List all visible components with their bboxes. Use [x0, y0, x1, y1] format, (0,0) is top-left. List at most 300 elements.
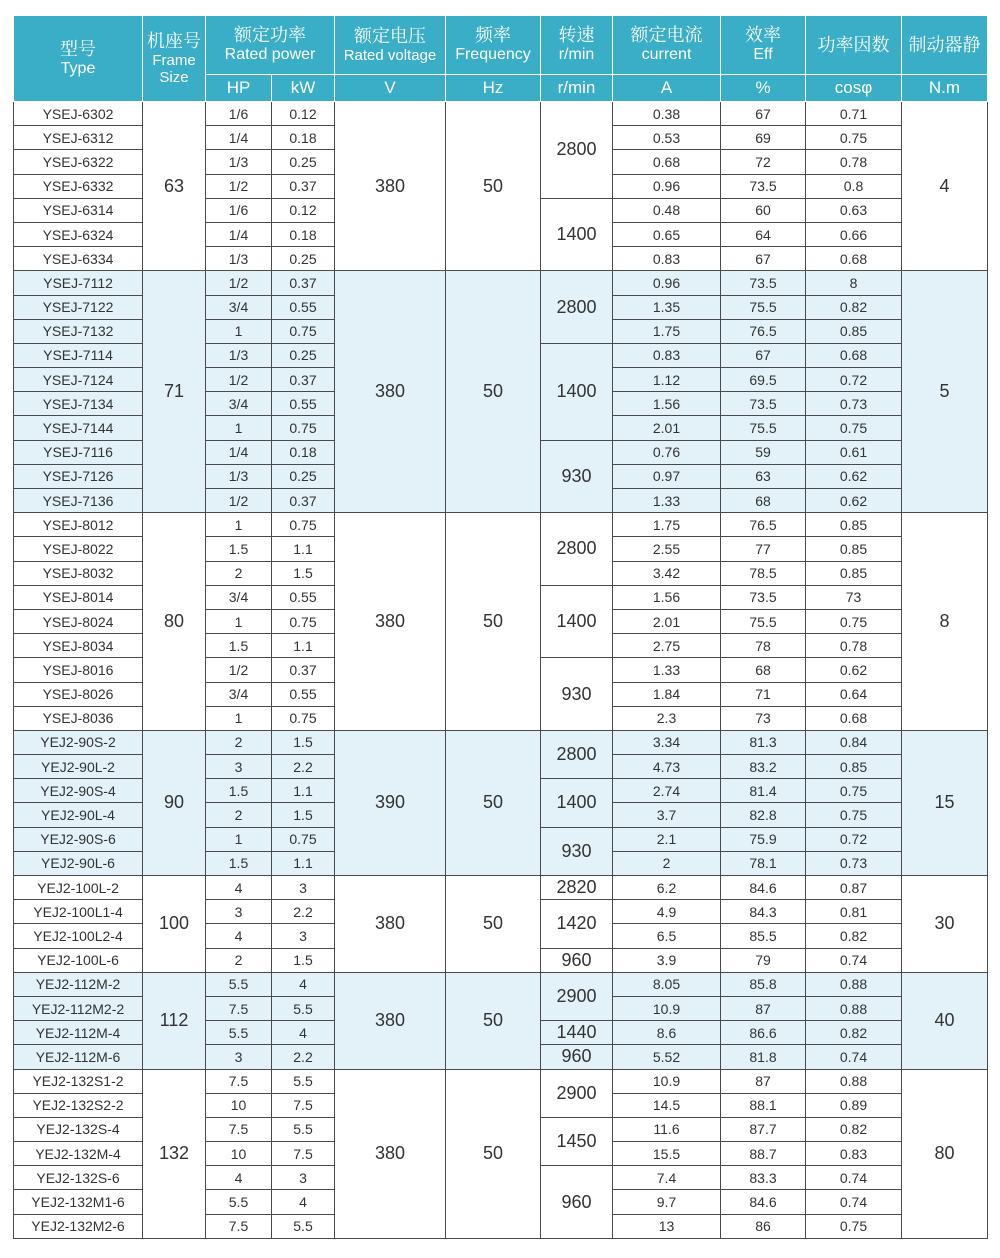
efficiency-cell: 84.6	[721, 876, 806, 900]
model-cell: YSEJ-8034	[14, 634, 143, 658]
current-cell: 1.33	[613, 658, 721, 682]
model-cell: YEJ2-90L-4	[14, 803, 143, 827]
efficiency-cell: 63	[721, 464, 806, 488]
power-factor-cell: 0.88	[806, 1069, 902, 1093]
power-factor-cell: 0.84	[806, 730, 902, 754]
current-cell: 0.53	[613, 126, 721, 150]
model-cell: YEJ2-100L2-4	[14, 924, 143, 948]
efficiency-cell: 73.5	[721, 585, 806, 609]
model-cell: YSEJ-6314	[14, 198, 143, 222]
model-cell: YSEJ-8026	[14, 682, 143, 706]
hp-cell: 1/2	[206, 174, 272, 198]
efficiency-cell: 75.5	[721, 416, 806, 440]
efficiency-cell: 64	[721, 222, 806, 246]
unit-percent: %	[721, 75, 806, 102]
hp-cell: 3	[206, 1045, 272, 1069]
power-factor-cell: 0.81	[806, 900, 902, 924]
efficiency-cell: 73.5	[721, 174, 806, 198]
efficiency-cell: 83.2	[721, 755, 806, 779]
header-frequency: 频率 Frequency	[446, 16, 541, 75]
model-cell: YSEJ-6302	[14, 102, 143, 126]
power-factor-cell: 0.87	[806, 876, 902, 900]
current-cell: 2	[613, 851, 721, 875]
kw-cell: 3	[272, 1166, 335, 1190]
model-cell: YEJ2-90L-6	[14, 851, 143, 875]
efficiency-cell: 59	[721, 440, 806, 464]
current-cell: 0.65	[613, 222, 721, 246]
model-cell: YSEJ-7134	[14, 392, 143, 416]
power-factor-cell: 0.62	[806, 489, 902, 513]
voltage-cell: 390	[335, 730, 446, 875]
power-factor-cell: 0.72	[806, 827, 902, 851]
efficiency-cell: 67	[721, 247, 806, 271]
current-cell: 1.33	[613, 489, 721, 513]
efficiency-cell: 73.5	[721, 392, 806, 416]
power-factor-cell: 0.64	[806, 682, 902, 706]
kw-cell: 0.75	[272, 513, 335, 537]
hp-cell: 2	[206, 803, 272, 827]
hp-cell: 1	[206, 416, 272, 440]
model-cell: YSEJ-8032	[14, 561, 143, 585]
current-cell: 0.97	[613, 464, 721, 488]
current-cell: 15.5	[613, 1142, 721, 1166]
brake-torque-cell: 8	[902, 513, 988, 731]
hp-cell: 1/2	[206, 271, 272, 295]
brake-torque-cell: 80	[902, 1069, 988, 1238]
voltage-cell: 380	[335, 271, 446, 513]
kw-cell: 0.18	[272, 126, 335, 150]
current-cell: 2.01	[613, 416, 721, 440]
model-cell: YSEJ-8014	[14, 585, 143, 609]
kw-cell: 1.5	[272, 948, 335, 972]
current-cell: 2.3	[613, 706, 721, 730]
current-cell: 10.9	[613, 1069, 721, 1093]
efficiency-cell: 78.5	[721, 561, 806, 585]
hp-cell: 1/3	[206, 464, 272, 488]
current-cell: 1.75	[613, 319, 721, 343]
kw-cell: 2.2	[272, 755, 335, 779]
hp-cell: 7.5	[206, 1214, 272, 1238]
kw-cell: 2.2	[272, 1045, 335, 1069]
model-cell: YSEJ-8036	[14, 706, 143, 730]
hp-cell: 1	[206, 609, 272, 633]
current-cell: 2.1	[613, 827, 721, 851]
current-cell: 3.34	[613, 730, 721, 754]
power-factor-cell: 0.68	[806, 343, 902, 367]
current-cell: 13	[613, 1214, 721, 1238]
model-cell: YEJ2-132S-4	[14, 1117, 143, 1141]
efficiency-cell: 75.5	[721, 295, 806, 319]
efficiency-cell: 73	[721, 706, 806, 730]
current-cell: 9.7	[613, 1190, 721, 1214]
efficiency-cell: 83.3	[721, 1166, 806, 1190]
hp-cell: 1.5	[206, 851, 272, 875]
frame-size-cell: 71	[143, 271, 206, 513]
current-cell: 6.2	[613, 876, 721, 900]
hp-cell: 1.5	[206, 634, 272, 658]
power-factor-cell: 0.75	[806, 803, 902, 827]
power-factor-cell: 0.82	[806, 924, 902, 948]
frequency-cell: 50	[446, 102, 541, 271]
current-cell: 0.68	[613, 150, 721, 174]
hp-cell: 2	[206, 561, 272, 585]
current-cell: 2.01	[613, 609, 721, 633]
kw-cell: 0.75	[272, 609, 335, 633]
unit-voltage: V	[335, 75, 446, 102]
hp-cell: 1	[206, 319, 272, 343]
efficiency-cell: 86.6	[721, 1021, 806, 1045]
model-cell: YSEJ-7112	[14, 271, 143, 295]
power-factor-cell: 73	[806, 585, 902, 609]
power-factor-cell: 0.82	[806, 1021, 902, 1045]
header-efficiency: 效率 Eff	[721, 16, 806, 75]
power-factor-cell: 0.75	[806, 126, 902, 150]
kw-cell: 0.25	[272, 247, 335, 271]
kw-cell: 1.5	[272, 803, 335, 827]
model-cell: YSEJ-6332	[14, 174, 143, 198]
model-cell: YSEJ-8022	[14, 537, 143, 561]
current-cell: 8.05	[613, 972, 721, 996]
model-cell: YEJ2-90S-4	[14, 779, 143, 803]
power-factor-cell: 0.85	[806, 561, 902, 585]
current-cell: 6.5	[613, 924, 721, 948]
hp-cell: 3/4	[206, 392, 272, 416]
kw-cell: 5.5	[272, 1214, 335, 1238]
efficiency-cell: 68	[721, 489, 806, 513]
speed-cell: 1450	[541, 1117, 613, 1165]
efficiency-cell: 69	[721, 126, 806, 150]
model-cell: YEJ2-132M-4	[14, 1142, 143, 1166]
efficiency-cell: 76.5	[721, 319, 806, 343]
efficiency-cell: 78.1	[721, 851, 806, 875]
unit-rpm: r/min	[541, 75, 613, 102]
kw-cell: 1.1	[272, 851, 335, 875]
header-current: 额定电流 current	[613, 16, 721, 75]
frequency-cell: 50	[446, 972, 541, 1069]
kw-cell: 0.18	[272, 222, 335, 246]
model-cell: YEJ2-100L-2	[14, 876, 143, 900]
table-row	[14, 1069, 988, 1093]
efficiency-cell: 73.5	[721, 271, 806, 295]
power-factor-cell: 0.78	[806, 150, 902, 174]
unit-cos-phi: cosφ	[806, 75, 902, 102]
hp-cell: 1/3	[206, 343, 272, 367]
brake-torque-cell: 30	[902, 876, 988, 973]
speed-cell: 1400	[541, 779, 613, 827]
header-power-factor: 功率因数	[806, 16, 902, 75]
header-rated-voltage: 额定电压 Rated voltage	[335, 16, 446, 75]
current-cell: 1.84	[613, 682, 721, 706]
power-factor-cell: 0.62	[806, 464, 902, 488]
kw-cell: 0.37	[272, 368, 335, 392]
hp-cell: 3	[206, 755, 272, 779]
hp-cell: 3/4	[206, 682, 272, 706]
kw-cell: 3	[272, 876, 335, 900]
frame-size-cell: 80	[143, 513, 206, 731]
kw-cell: 1.1	[272, 779, 335, 803]
power-factor-cell: 0.71	[806, 102, 902, 126]
unit-newton-meter: N.m	[902, 75, 988, 102]
efficiency-cell: 85.5	[721, 924, 806, 948]
current-cell: 0.76	[613, 440, 721, 464]
hp-cell: 5.5	[206, 1190, 272, 1214]
speed-cell: 2820	[541, 876, 613, 900]
kw-cell: 0.18	[272, 440, 335, 464]
efficiency-cell: 67	[721, 102, 806, 126]
speed-cell: 1400	[541, 343, 613, 440]
efficiency-cell: 77	[721, 537, 806, 561]
kw-cell: 1.5	[272, 730, 335, 754]
model-cell: YSEJ-6334	[14, 247, 143, 271]
current-cell: 0.83	[613, 247, 721, 271]
model-cell: YEJ2-132S-6	[14, 1166, 143, 1190]
kw-cell: 0.55	[272, 295, 335, 319]
current-cell: 1.12	[613, 368, 721, 392]
kw-cell: 0.37	[272, 658, 335, 682]
model-cell: YSEJ-8012	[14, 513, 143, 537]
model-cell: YSEJ-7116	[14, 440, 143, 464]
power-factor-cell: 0.85	[806, 755, 902, 779]
power-factor-cell: 0.75	[806, 609, 902, 633]
power-factor-cell: 0.85	[806, 319, 902, 343]
speed-cell: 960	[541, 1045, 613, 1069]
power-factor-cell: 0.75	[806, 1214, 902, 1238]
model-cell: YEJ2-90S-2	[14, 730, 143, 754]
model-cell: YSEJ-6312	[14, 126, 143, 150]
kw-cell: 5.5	[272, 1117, 335, 1141]
current-cell: 3.9	[613, 948, 721, 972]
voltage-cell: 380	[335, 1069, 446, 1238]
model-cell: YEJ2-132S1-2	[14, 1069, 143, 1093]
table-body	[14, 102, 988, 1239]
frequency-cell: 50	[446, 876, 541, 973]
power-factor-cell: 0.83	[806, 1142, 902, 1166]
header-frame: 机座号 Frame Size	[143, 16, 206, 102]
model-cell: YSEJ-7126	[14, 464, 143, 488]
efficiency-cell: 75.9	[721, 827, 806, 851]
power-factor-cell: 0.74	[806, 948, 902, 972]
kw-cell: 0.55	[272, 392, 335, 416]
hp-cell: 1/4	[206, 440, 272, 464]
efficiency-cell: 81.8	[721, 1045, 806, 1069]
hp-cell: 3/4	[206, 585, 272, 609]
power-factor-cell: 0.68	[806, 706, 902, 730]
current-cell: 8.6	[613, 1021, 721, 1045]
model-cell: YEJ2-132S2-2	[14, 1093, 143, 1117]
kw-cell: 1.1	[272, 537, 335, 561]
model-cell: YSEJ-7136	[14, 489, 143, 513]
efficiency-cell: 87	[721, 1069, 806, 1093]
hp-cell: 4	[206, 924, 272, 948]
kw-cell: 3	[272, 924, 335, 948]
model-cell: YEJ2-90S-6	[14, 827, 143, 851]
efficiency-cell: 84.3	[721, 900, 806, 924]
efficiency-cell: 68	[721, 658, 806, 682]
current-cell: 4.73	[613, 755, 721, 779]
efficiency-cell: 78	[721, 634, 806, 658]
power-factor-cell: 0.68	[806, 247, 902, 271]
kw-cell: 0.55	[272, 682, 335, 706]
hp-cell: 3	[206, 900, 272, 924]
hp-cell: 1	[206, 827, 272, 851]
efficiency-cell: 67	[721, 343, 806, 367]
header-rated-power: 额定功率 Rated power	[206, 16, 335, 75]
kw-cell: 0.12	[272, 198, 335, 222]
hp-cell: 7.5	[206, 1117, 272, 1141]
current-cell: 4.9	[613, 900, 721, 924]
speed-cell: 1420	[541, 900, 613, 948]
power-factor-cell: 0.82	[806, 1117, 902, 1141]
header-type: 型号 Type	[14, 16, 143, 102]
current-cell: 1.56	[613, 585, 721, 609]
motor-spec-table	[13, 15, 988, 1239]
voltage-cell: 380	[335, 513, 446, 731]
current-cell: 3.7	[613, 803, 721, 827]
speed-cell: 1400	[541, 585, 613, 658]
power-factor-cell: 0.61	[806, 440, 902, 464]
power-factor-cell: 0.8	[806, 174, 902, 198]
current-cell: 14.5	[613, 1093, 721, 1117]
speed-cell: 930	[541, 827, 613, 875]
brake-torque-cell: 40	[902, 972, 988, 1069]
model-cell: YSEJ-6324	[14, 222, 143, 246]
voltage-cell: 380	[335, 876, 446, 973]
hp-cell: 5.5	[206, 972, 272, 996]
efficiency-cell: 60	[721, 198, 806, 222]
current-cell: 2.74	[613, 779, 721, 803]
kw-cell: 0.75	[272, 706, 335, 730]
speed-cell: 930	[541, 658, 613, 731]
speed-cell: 960	[541, 948, 613, 972]
current-cell: 2.55	[613, 537, 721, 561]
model-cell: YSEJ-8016	[14, 658, 143, 682]
header-brake-torque: 制动器静	[902, 16, 988, 75]
current-cell: 0.96	[613, 271, 721, 295]
efficiency-cell: 75.5	[721, 609, 806, 633]
kw-cell: 4	[272, 1190, 335, 1214]
speed-cell: 2800	[541, 730, 613, 778]
table-row	[14, 730, 988, 754]
power-factor-cell: 0.78	[806, 634, 902, 658]
efficiency-cell: 79	[721, 948, 806, 972]
frame-size-cell: 63	[143, 102, 206, 271]
model-cell: YEJ2-100L-6	[14, 948, 143, 972]
kw-cell: 0.75	[272, 319, 335, 343]
unit-hp: HP	[206, 75, 272, 102]
model-cell: YSEJ-8024	[14, 609, 143, 633]
speed-cell: 930	[541, 440, 613, 513]
hp-cell: 1/6	[206, 102, 272, 126]
efficiency-cell: 84.6	[721, 1190, 806, 1214]
brake-torque-cell: 15	[902, 730, 988, 875]
hp-cell: 1/4	[206, 222, 272, 246]
unit-hz: Hz	[446, 75, 541, 102]
kw-cell: 7.5	[272, 1142, 335, 1166]
power-factor-cell: 0.82	[806, 295, 902, 319]
kw-cell: 0.12	[272, 102, 335, 126]
hp-cell: 5.5	[206, 1021, 272, 1045]
power-factor-cell: 0.74	[806, 1045, 902, 1069]
kw-cell: 0.55	[272, 585, 335, 609]
power-factor-cell: 0.75	[806, 779, 902, 803]
efficiency-cell: 81.4	[721, 779, 806, 803]
model-cell: YEJ2-90L-2	[14, 755, 143, 779]
unit-kw: kW	[272, 75, 335, 102]
current-cell: 1.56	[613, 392, 721, 416]
brake-torque-cell: 4	[902, 102, 988, 271]
frequency-cell: 50	[446, 271, 541, 513]
current-cell: 11.6	[613, 1117, 721, 1141]
hp-cell: 1/2	[206, 658, 272, 682]
model-cell: YEJ2-100L1-4	[14, 900, 143, 924]
frame-size-cell: 112	[143, 972, 206, 1069]
speed-cell: 1440	[541, 1021, 613, 1045]
table-row	[14, 513, 988, 537]
current-cell: 2.75	[613, 634, 721, 658]
current-cell: 3.42	[613, 561, 721, 585]
speed-cell: 2900	[541, 972, 613, 1020]
kw-cell: 0.25	[272, 343, 335, 367]
efficiency-cell: 85.8	[721, 972, 806, 996]
table-row	[14, 102, 988, 126]
speed-cell: 2800	[541, 513, 613, 586]
voltage-cell: 380	[335, 102, 446, 271]
power-factor-cell: 0.88	[806, 972, 902, 996]
hp-cell: 2	[206, 730, 272, 754]
unit-ampere: A	[613, 75, 721, 102]
kw-cell: 5.5	[272, 996, 335, 1020]
current-cell: 5.52	[613, 1045, 721, 1069]
current-cell: 0.83	[613, 343, 721, 367]
brake-torque-cell: 5	[902, 271, 988, 513]
model-cell: YSEJ-7144	[14, 416, 143, 440]
kw-cell: 0.75	[272, 827, 335, 851]
power-factor-cell: 0.85	[806, 513, 902, 537]
frequency-cell: 50	[446, 1069, 541, 1238]
hp-cell: 10	[206, 1142, 272, 1166]
hp-cell: 3/4	[206, 295, 272, 319]
power-factor-cell: 8	[806, 271, 902, 295]
table-row	[14, 876, 988, 900]
hp-cell: 1.5	[206, 537, 272, 561]
power-factor-cell: 0.73	[806, 392, 902, 416]
speed-cell: 2900	[541, 1069, 613, 1117]
frequency-cell: 50	[446, 730, 541, 875]
hp-cell: 1/4	[206, 126, 272, 150]
efficiency-cell: 72	[721, 150, 806, 174]
kw-cell: 5.5	[272, 1069, 335, 1093]
efficiency-cell: 88.1	[721, 1093, 806, 1117]
current-cell: 0.96	[613, 174, 721, 198]
power-factor-cell: 0.74	[806, 1166, 902, 1190]
table-row	[14, 271, 988, 295]
efficiency-cell: 69.5	[721, 368, 806, 392]
power-factor-cell: 0.75	[806, 416, 902, 440]
hp-cell: 4	[206, 1166, 272, 1190]
current-cell: 0.38	[613, 102, 721, 126]
current-cell: 1.35	[613, 295, 721, 319]
hp-cell: 1/3	[206, 150, 272, 174]
speed-cell: 2800	[541, 271, 613, 344]
power-factor-cell: 0.63	[806, 198, 902, 222]
hp-cell: 7.5	[206, 996, 272, 1020]
frame-size-cell: 90	[143, 730, 206, 875]
kw-cell: 1.5	[272, 561, 335, 585]
hp-cell: 1/2	[206, 489, 272, 513]
model-cell: YEJ2-132M2-6	[14, 1214, 143, 1238]
model-cell: YEJ2-112M-4	[14, 1021, 143, 1045]
power-factor-cell: 0.72	[806, 368, 902, 392]
